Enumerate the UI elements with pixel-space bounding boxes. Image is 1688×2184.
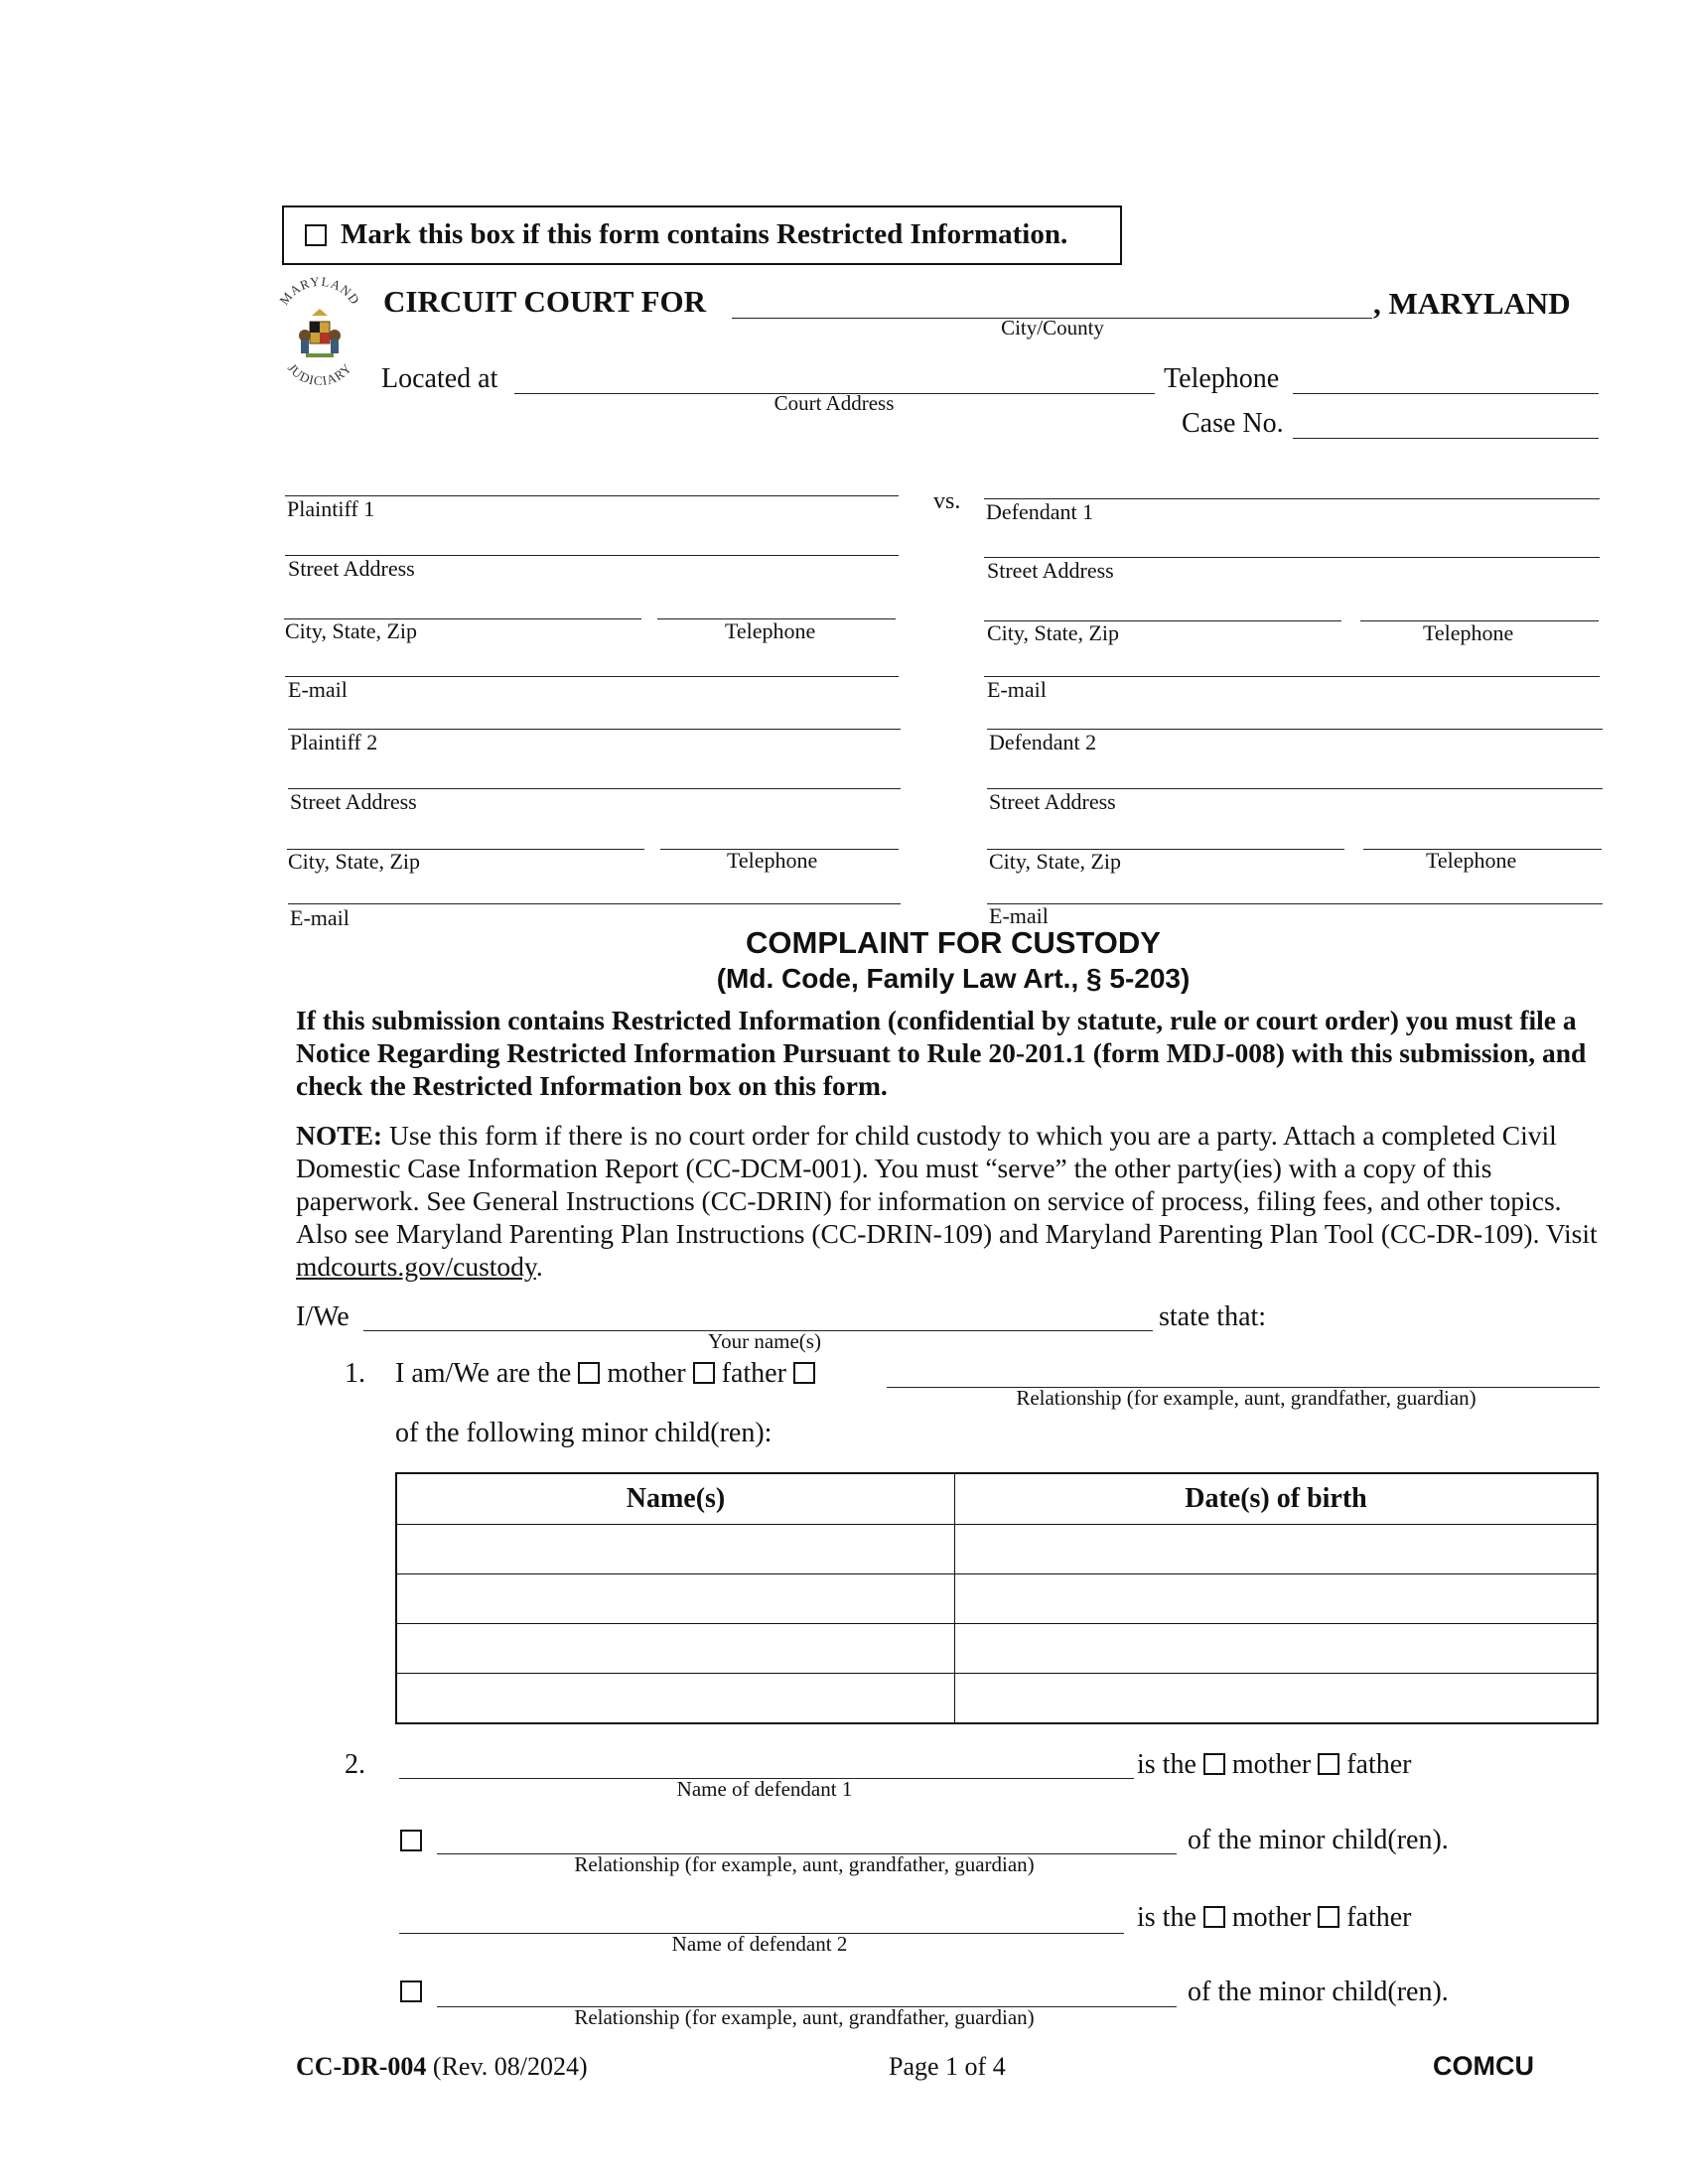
defendant1-relationship-caption: Relationship (for example, aunt, grandfather, guardian) [574, 1852, 1035, 1876]
defendant1-mother-label: mother [1231, 1749, 1312, 1780]
plaintiff2-street-label: Street Address [290, 789, 417, 814]
restricted-info-label: Mark this box if this form contains Restricted Information. [341, 218, 1068, 250]
city-county-caption: City/County [1001, 316, 1104, 340]
note-label: NOTE: [296, 1120, 383, 1151]
table-row [396, 1574, 1598, 1624]
state-that-label: state that: [1159, 1301, 1267, 1332]
child-name-cell[interactable] [396, 1574, 955, 1624]
svg-text:JUDICIARY [285, 360, 355, 388]
item1-parent-options [395, 1358, 815, 1390]
defendant1-email-label: E-mail [987, 677, 1047, 702]
defendant2-father-checkbox[interactable] [1318, 1906, 1339, 1928]
defendant1-father-checkbox[interactable] [1318, 1753, 1339, 1775]
case-no-line[interactable] [1293, 438, 1599, 439]
item1-relationship-caption: Relationship (for example, aunt, grandfather, guardian) [1016, 1386, 1477, 1410]
children-table [395, 1472, 1599, 1724]
court-telephone-line[interactable] [1293, 393, 1599, 394]
table-header-names: Name(s) [396, 1473, 955, 1525]
item2-number: 2. [345, 1749, 365, 1780]
plaintiff1-phone-label: Telephone [725, 618, 816, 643]
item1-prefix: I am/We are the [395, 1358, 572, 1389]
defendant1-label: Defendant 1 [986, 499, 1094, 524]
plaintiff1-email-label: E-mail [288, 677, 348, 702]
note-end: . [535, 1251, 543, 1282]
child-name-cell[interactable] [396, 1624, 955, 1674]
table-row [396, 1624, 1598, 1674]
seal-top-text: MARYLAND [276, 276, 363, 308]
plaintiff2-phone-label: Telephone [727, 848, 818, 873]
vs-label: vs. [933, 488, 961, 514]
form-subtitle: (Md. Code, Family Law Art., § 5-203) [716, 963, 1191, 994]
table-row [396, 1525, 1598, 1574]
form-id: CC-DR-004 [296, 2052, 427, 2081]
child-name-cell[interactable] [396, 1525, 955, 1574]
defendant2-city-label: City, State, Zip [989, 849, 1122, 874]
svg-text:MARYLAND [276, 276, 362, 308]
defendant1-email-line[interactable] [984, 676, 1600, 677]
defendant1-street-label: Street Address [987, 558, 1114, 583]
defendant2-email-label: E-mail [989, 903, 1049, 928]
form-revision: (Rev. 08/2024) [426, 2052, 588, 2081]
defendant1-other-checkbox[interactable] [400, 1830, 422, 1854]
maryland-judiciary-seal [270, 276, 369, 397]
defendant1-father-label: father [1346, 1749, 1412, 1780]
item2-is-the-1: is the [1137, 1749, 1196, 1780]
item1-mother-checkbox[interactable] [578, 1362, 600, 1384]
your-names-caption: Your name(s) [708, 1329, 821, 1353]
item1-father-checkbox[interactable] [693, 1362, 715, 1384]
item1-father-label: father [721, 1358, 786, 1389]
defendant1-city-label: City, State, Zip [987, 620, 1120, 645]
maryland-label: , MARYLAND [1373, 286, 1571, 321]
plaintiff2-email-label: E-mail [290, 905, 350, 930]
defendant2-relationship-caption: Relationship (for example, aunt, grandfather, guardian) [574, 2005, 1035, 2029]
item2-defendant1-parent-options [1137, 1749, 1412, 1781]
form-code: COMCU [1433, 2051, 1534, 2081]
child-dob-cell[interactable] [955, 1525, 1599, 1574]
child-name-cell[interactable] [396, 1674, 955, 1724]
note-text: Use this form if there is no court order for child custody to which you are a party. Attach a completed Civil Domestic Case Information Report (CC-DCM-001). You must “serve” the other party(ies) with a copy of this paperwork. See General Instructions (CC-DRIN) for information on service of process, filing fees, and other topics. Also see Maryland Parenting Plan Instructions (CC-DRIN-109) and Maryland Parenting Plan Tool (CC-DR-109). Visit [296, 1120, 1598, 1249]
court-address-caption: Court Address [774, 391, 895, 415]
defendant1-phone-label: Telephone [1423, 620, 1514, 645]
defendant2-street-label: Street Address [989, 789, 1116, 814]
case-no-label: Case No. [1182, 408, 1284, 439]
seal-graphic [270, 276, 369, 397]
defendant2-other-checkbox[interactable] [400, 1980, 422, 2005]
defendant1-name-caption: Name of defendant 1 [676, 1777, 853, 1801]
note-paragraph [296, 1119, 1607, 1283]
defendant2-label: Defendant 2 [989, 730, 1097, 754]
seal-bottom-text: JUDICIARY [284, 359, 355, 389]
item2-is-the-2: is the [1137, 1902, 1196, 1933]
telephone-label: Telephone [1164, 363, 1280, 394]
defendant2-mother-checkbox[interactable] [1203, 1906, 1225, 1928]
iwe-label: I/We [296, 1301, 350, 1332]
item2-defendant2-parent-options [1137, 1902, 1412, 1934]
form-title: COMPLAINT FOR CUSTODY [746, 925, 1161, 960]
child-dob-cell[interactable] [955, 1624, 1599, 1674]
plaintiff2-city-label: City, State, Zip [288, 849, 421, 874]
restricted-notice: If this submission contains Restricted Information (confidential by statute, rule or court order) you must file a Notice Regarding Restricted Information Pursuant to Rule 20-201.1 (form MDJ-008) with this submission, and check the Restricted Information box on this form. [296, 1005, 1587, 1101]
item1-number: 1. [345, 1358, 365, 1389]
footer-form-id [296, 2052, 588, 2082]
item1-following: of the following minor child(ren): [395, 1418, 773, 1448]
defendant2-father-label: father [1346, 1902, 1412, 1933]
plaintiff1-email-line[interactable] [285, 676, 899, 677]
circuit-court-for: CIRCUIT COURT FOR [383, 284, 707, 319]
child-dob-cell[interactable] [955, 1674, 1599, 1724]
defendant2-phone-label: Telephone [1426, 848, 1517, 873]
plaintiff1-label: Plaintiff 1 [287, 496, 375, 521]
plaintiff2-label: Plaintiff 2 [290, 730, 378, 754]
defendant1-mother-checkbox[interactable] [1203, 1753, 1225, 1775]
located-at-label: Located at [381, 363, 498, 394]
defendant2-of-minor: of the minor child(ren). [1188, 1977, 1449, 2007]
defendant2-name-caption: Name of defendant 2 [671, 1932, 848, 1956]
plaintiff2-email-line[interactable] [288, 903, 901, 904]
plaintiff1-street-label: Street Address [288, 556, 415, 581]
restricted-info-checkbox[interactable] [305, 224, 327, 249]
table-row [396, 1674, 1598, 1724]
item1-mother-label: mother [607, 1358, 686, 1389]
child-dob-cell[interactable] [955, 1574, 1599, 1624]
defendant1-of-minor: of the minor child(ren). [1188, 1825, 1449, 1855]
item1-other-checkbox[interactable] [793, 1362, 815, 1384]
plaintiff1-line[interactable] [285, 495, 899, 496]
page-number: Page 1 of 4 [889, 2052, 1006, 2081]
plaintiff2-line[interactable] [288, 729, 901, 730]
table-header-dob: Date(s) of birth [955, 1473, 1599, 1525]
custody-link[interactable]: mdcourts.gov/custody [296, 1251, 536, 1282]
defendant2-mother-label: mother [1231, 1902, 1312, 1933]
plaintiff1-city-label: City, State, Zip [285, 618, 418, 643]
defendant2-email-line[interactable] [987, 903, 1603, 904]
